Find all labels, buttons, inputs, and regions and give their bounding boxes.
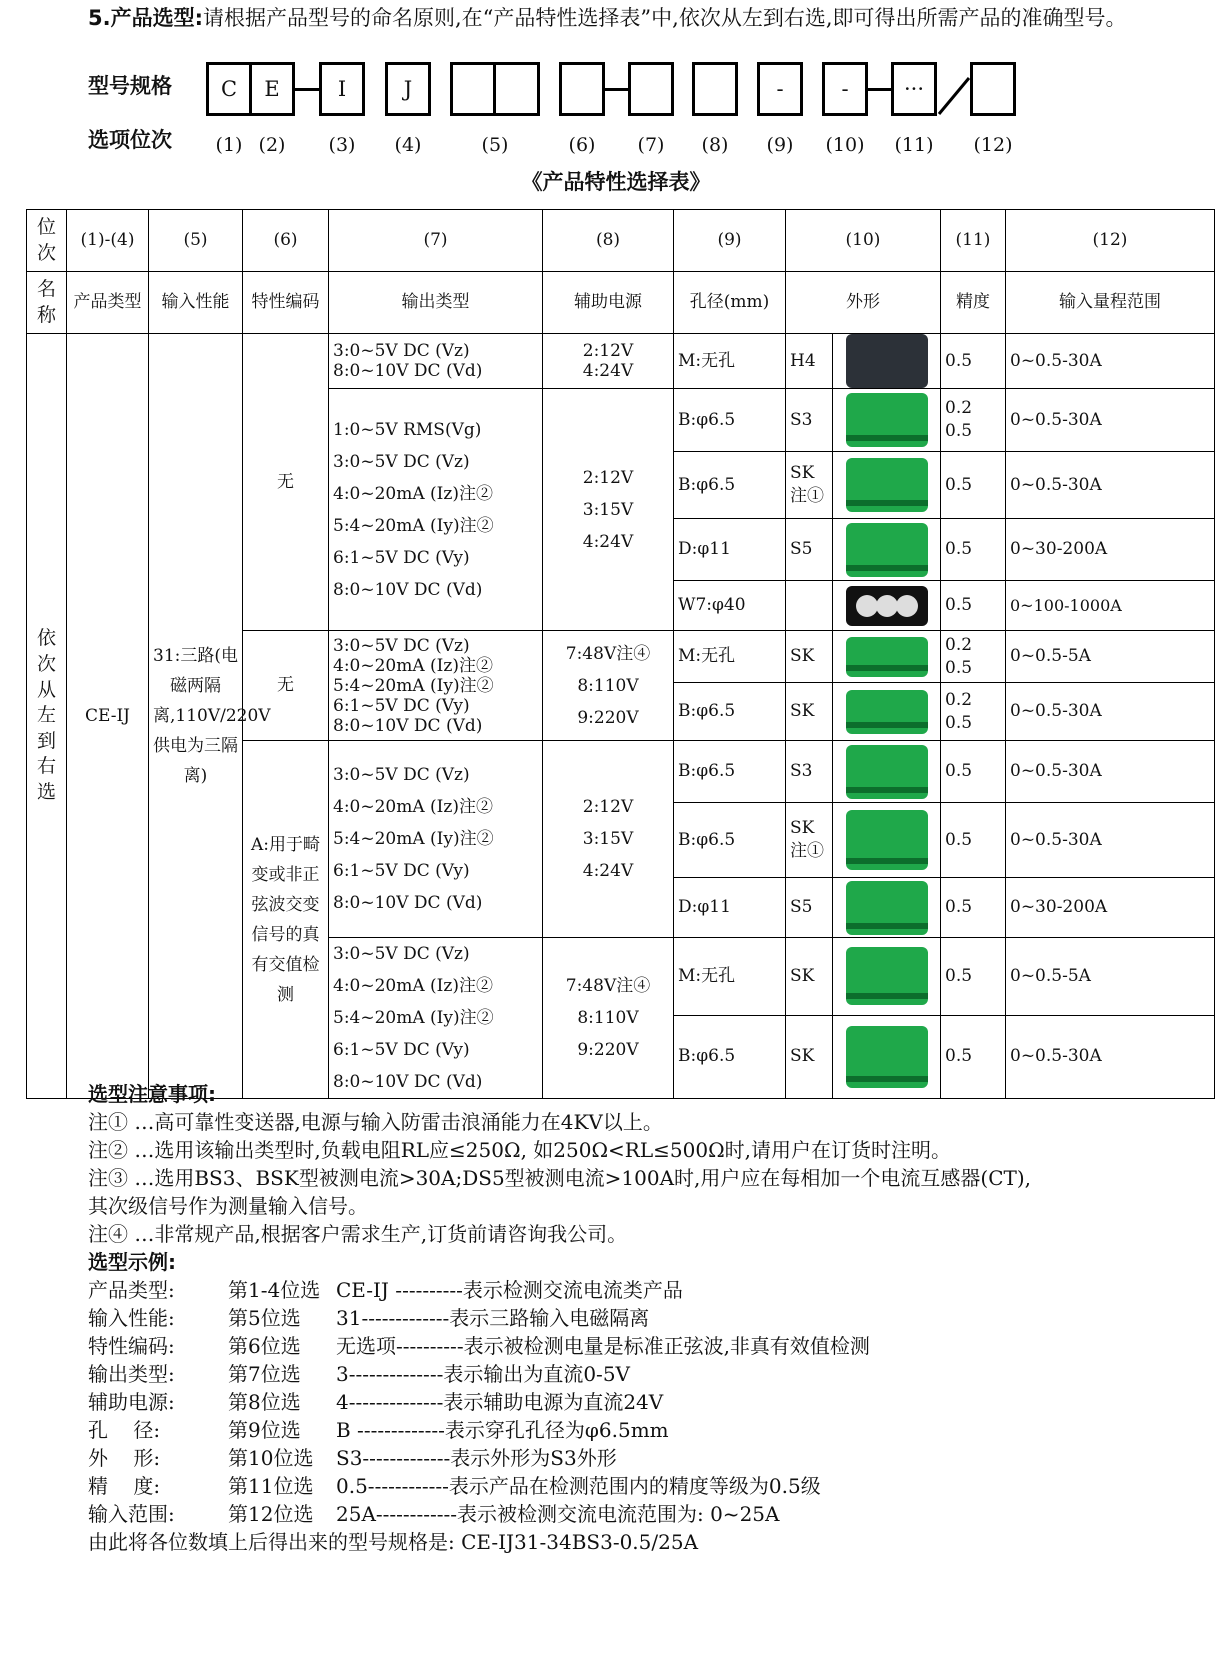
accuracy-cell: 0.5 [941, 519, 1006, 581]
range-cell: 0~0.5-30A [1006, 741, 1215, 803]
example-row: 输出类型: 第7位选 3--------------表示输出为直流0-5V [88, 1362, 630, 1386]
product-image [846, 334, 928, 388]
spec-box-4: J [385, 62, 431, 116]
hole-cell: B:φ6.5 [674, 803, 786, 878]
output-line: 6:1~5V DC (Vy) [333, 861, 470, 881]
notes-title: 选型注意事项: [88, 1082, 216, 1106]
output-line: 8:0~10V DC (Vd) [333, 1072, 483, 1092]
example-row: 输入性能: 第5位选 31-------------表示三路输入电磁隔离 [88, 1306, 650, 1330]
header-cell: 输入性能 [149, 272, 243, 334]
power-cell [543, 334, 674, 389]
example-row: 输入范围: 第12位选 25A------------表示被检测交流电流范围为: 0~25A [88, 1502, 780, 1526]
position-12: (12) [973, 134, 1013, 156]
product-image [846, 523, 928, 577]
example-row: 特性编码: 第6位选 无选项----------表示被检测电量是标准正弦波,非真有效值检测 [88, 1334, 870, 1358]
spec-box-1: C [206, 62, 252, 116]
position-7: (7) [637, 134, 665, 156]
shape-cell: S3 [786, 741, 833, 803]
header-cell: 精度 [941, 272, 1006, 334]
selection-table [26, 209, 1215, 1099]
output-line: 3:0~5V DC (Vz) [333, 451, 470, 472]
product-image [846, 586, 928, 626]
code-none-cell: 无 [243, 631, 329, 741]
header-cell: 孔径(mm) [674, 272, 786, 334]
accuracy-cell: 0.5 [941, 938, 1006, 1016]
accuracy-cell: 0.5 [941, 581, 1006, 631]
position-3: (3) [328, 134, 356, 156]
power-line: 3:15V [582, 829, 634, 849]
product-image [846, 810, 928, 870]
code-none-cell: 无 [243, 334, 329, 631]
output-line: 5:4~20mA (Iy)注② [333, 1008, 494, 1028]
spec-connector [295, 88, 320, 91]
spec-box-5b [493, 62, 540, 116]
accuracy-cell: 0.5 [941, 741, 1006, 803]
product-image [846, 745, 928, 799]
shape-cell: S5 [786, 878, 833, 938]
output-type-cell [329, 334, 543, 389]
shape-cell: SK注① [786, 803, 833, 878]
product-image [846, 690, 928, 734]
shape-cell: S3 [786, 389, 833, 452]
spec-box-9: - [757, 62, 803, 116]
header-cell: 位次 [27, 210, 67, 272]
position-1: (1) [215, 134, 243, 156]
output-line: 3:0~5V DC (Vz) [333, 635, 470, 656]
output-line: 3:0~5V DC (Vz) [333, 341, 470, 361]
notes-section [88, 1080, 1208, 1556]
header-row-name [27, 272, 1215, 334]
header-cell: (8) [543, 210, 674, 272]
accuracy-cell: 0.2 0.5 [941, 631, 1006, 683]
header-cell: 产品类型 [67, 272, 149, 334]
power-cell [543, 938, 674, 1099]
note-item: 注③ …选用BS3、BSK型被测电流>30A;DS5型被测电流>100A时,用户应在每相加一个电流互感器(CT), [88, 1166, 1032, 1190]
output-line: 6:1~5V DC (Vy) [333, 547, 470, 568]
spec-box-2: E [249, 62, 295, 116]
power-line: 7:48V注④ [565, 643, 651, 664]
hole-cell: W7:φ40 [674, 581, 786, 631]
range-cell: 0~100-1000A [1006, 581, 1215, 631]
hole-cell: M:无孔 [674, 631, 786, 683]
hole-cell: M:无孔 [674, 334, 786, 389]
spec-box-7 [628, 62, 674, 116]
shape-cell: SK [786, 938, 833, 1016]
product-image [846, 1026, 928, 1088]
table-row [27, 334, 1215, 389]
output-line: 8:0~10V DC (Vd) [333, 893, 483, 913]
power-line: 4:24V [582, 861, 634, 881]
position-2: (2) [258, 134, 286, 156]
accuracy-cell: 0.2 0.5 [941, 389, 1006, 452]
header-cell: (11) [941, 210, 1006, 272]
product-image [846, 947, 928, 1005]
output-line: 8:0~10V DC (Vd) [333, 715, 483, 736]
intro-paragraph [88, 4, 1208, 33]
header-row-position [27, 210, 1215, 272]
input-perf-cell: 31:三路(电磁两隔离,110V/220V供电为三隔离) [149, 334, 243, 1099]
range-cell: 0~0.5-5A [1006, 938, 1215, 1016]
hole-cell: B:φ6.5 [674, 452, 786, 519]
position-4: (4) [394, 134, 422, 156]
left-col-cell: 依次从左到右选 [27, 334, 67, 1099]
header-cell: 外形 [786, 272, 941, 334]
note-item: 注② …选用该输出类型时,负载电阻RL应≤250Ω, 如250Ω<RL≤500Ω时,请用户在订货时注明。 [88, 1138, 952, 1162]
spec-box-10: - [822, 62, 868, 116]
note-item: 注④ …非常规产品,根据客户需求生产,订货前请咨询我公司。 [88, 1222, 628, 1246]
product-image [846, 393, 928, 447]
power-line: 3:15V [582, 499, 634, 520]
example-row: 产品类型: 第1-4位选 CE-IJ ----------表示检测交流电流类产品 [88, 1278, 683, 1302]
position-6: (6) [568, 134, 596, 156]
power-line: 4:24V [582, 531, 634, 552]
spec-box-11: ··· [891, 62, 937, 116]
accuracy-cell: 0.5 [941, 334, 1006, 389]
range-cell: 0~0.5-30A [1006, 683, 1215, 741]
product-image [846, 637, 928, 677]
hole-cell: D:φ11 [674, 878, 786, 938]
header-cell: (6) [243, 210, 329, 272]
position-10: (10) [825, 134, 865, 156]
range-cell: 0~0.5-30A [1006, 452, 1215, 519]
code-a-cell: A:用于畸变或非正弦波交变信号的真有交值检测 [243, 741, 329, 1099]
power-line: 8:110V [577, 1008, 639, 1028]
accuracy-cell: 0.2 0.5 [941, 683, 1006, 741]
output-line: 6:1~5V DC (Vy) [333, 1040, 470, 1060]
range-cell: 0~0.5-30A [1006, 389, 1215, 452]
header-cell: (7) [329, 210, 543, 272]
power-line: 7:48V注④ [565, 976, 651, 996]
example-result: 由此将各位数填上后得出来的型号规格是: CE-IJ31-34BS3-0.5/25A [88, 1530, 699, 1554]
intro-text: 请根据产品型号的命名原则,在“产品特性选择表”中,依次从左到右选,即可得出所需产品的准确型号。 [203, 6, 1127, 30]
output-line: 8:0~10V DC (Vd) [333, 361, 483, 381]
range-cell: 0~0.5-5A [1006, 631, 1215, 683]
intro-label: 5.产品选型: [88, 6, 203, 30]
range-cell: 0~30-200A [1006, 519, 1215, 581]
position-9: (9) [766, 134, 794, 156]
accuracy-cell: 0.5 [941, 878, 1006, 938]
power-cell [543, 741, 674, 938]
output-type-cell [329, 389, 543, 631]
hole-cell: B:φ6.5 [674, 1015, 786, 1098]
spec-box-6 [559, 62, 605, 116]
shape-cell [786, 581, 833, 631]
accuracy-cell: 0.5 [941, 1015, 1006, 1098]
spec-connector [868, 88, 892, 91]
output-line: 5:4~20mA (Iy)注② [333, 829, 494, 849]
example-title: 选型示例: [88, 1250, 176, 1274]
header-cell: 特性编码 [243, 272, 329, 334]
note-item: 注① …高可靠性变送器,电源与输入防雷击浪涌能力在4KV以上。 [88, 1110, 663, 1134]
header-cell: (9) [674, 210, 786, 272]
example-row: 精 度: 第11位选 0.5------------表示产品在检测范围内的精度等级为0.5级 [88, 1474, 821, 1498]
range-cell: 0~30-200A [1006, 878, 1215, 938]
shape-cell: SK注① [786, 452, 833, 519]
header-cell: (10) [786, 210, 941, 272]
slash-separator [937, 64, 971, 116]
position-5: (5) [481, 134, 509, 156]
output-line: 1:0~5V RMS(Vg) [333, 419, 482, 440]
product-type-cell: CE-IJ [67, 334, 149, 1099]
hole-cell: B:φ6.5 [674, 741, 786, 803]
model-spec-label: 型号规格 [88, 74, 172, 98]
header-cell: (5) [149, 210, 243, 272]
output-line: 6:1~5V DC (Vy) [333, 695, 470, 716]
power-line: 2:12V [582, 467, 634, 488]
power-line: 9:220V [577, 1040, 639, 1060]
shape-cell: SK [786, 631, 833, 683]
spec-connector [605, 88, 629, 91]
note-item: 其次级信号作为测量输入信号。 [88, 1194, 368, 1218]
table-title: 《产品特性选择表》 [521, 170, 711, 194]
example-row: 辅助电源: 第8位选 4--------------表示辅助电源为直流24V [88, 1390, 664, 1414]
spec-box-5a [450, 62, 496, 116]
product-image [846, 881, 928, 935]
output-line: 3:0~5V DC (Vz) [333, 765, 470, 785]
power-line: 9:220V [577, 707, 639, 728]
power-line: 4:24V [582, 361, 634, 381]
output-type-cell [329, 631, 543, 741]
output-line: 3:0~5V DC (Vz) [333, 944, 470, 964]
shape-cell: H4 [786, 334, 833, 389]
output-line: 4:0~20mA (Iz)注② [333, 483, 493, 504]
spec-box-8 [692, 62, 738, 116]
shape-cell: SK [786, 1015, 833, 1098]
power-line: 2:12V [582, 341, 634, 361]
example-row: 外 形: 第10位选 S3-------------表示外形为S3外形 [88, 1446, 617, 1470]
hole-cell: B:φ6.5 [674, 389, 786, 452]
power-line: 2:12V [582, 797, 634, 817]
header-cell: 名称 [27, 272, 67, 334]
header-cell: 输出类型 [329, 272, 543, 334]
position-label: 选项位次 [88, 128, 172, 152]
shape-cell: SK [786, 683, 833, 741]
hole-cell: D:φ11 [674, 519, 786, 581]
position-8: (8) [701, 134, 729, 156]
header-cell: (12) [1006, 210, 1215, 272]
output-line: 4:0~20mA (Iz)注② [333, 976, 493, 996]
output-line: 4:0~20mA (Iz)注② [333, 655, 493, 676]
spec-box-12 [970, 62, 1016, 116]
header-cell: (1)-(4) [67, 210, 149, 272]
output-line: 8:0~10V DC (Vd) [333, 579, 483, 600]
output-line: 5:4~20mA (Iy)注② [333, 675, 494, 696]
hole-cell: B:φ6.5 [674, 683, 786, 741]
spec-box-3: I [319, 62, 365, 116]
power-line: 8:110V [577, 675, 639, 696]
hole-cell: M:无孔 [674, 938, 786, 1016]
output-line: 4:0~20mA (Iz)注② [333, 797, 493, 817]
product-image [846, 458, 928, 512]
header-cell: 辅助电源 [543, 272, 674, 334]
shape-cell: S5 [786, 519, 833, 581]
header-cell: 输入量程范围 [1006, 272, 1215, 334]
accuracy-cell: 0.5 [941, 803, 1006, 878]
accuracy-cell: 0.5 [941, 452, 1006, 519]
range-cell: 0~0.5-30A [1006, 334, 1215, 389]
power-cell [543, 631, 674, 741]
range-cell: 0~0.5-30A [1006, 803, 1215, 878]
position-11: (11) [894, 134, 934, 156]
range-cell: 0~0.5-30A [1006, 1015, 1215, 1098]
power-cell [543, 389, 674, 631]
output-type-cell [329, 741, 543, 938]
output-line: 5:4~20mA (Iy)注② [333, 515, 494, 536]
output-type-cell [329, 938, 543, 1099]
example-row: 孔 径: 第9位选 B -------------表示穿孔孔径为φ6.5mm [88, 1418, 669, 1442]
